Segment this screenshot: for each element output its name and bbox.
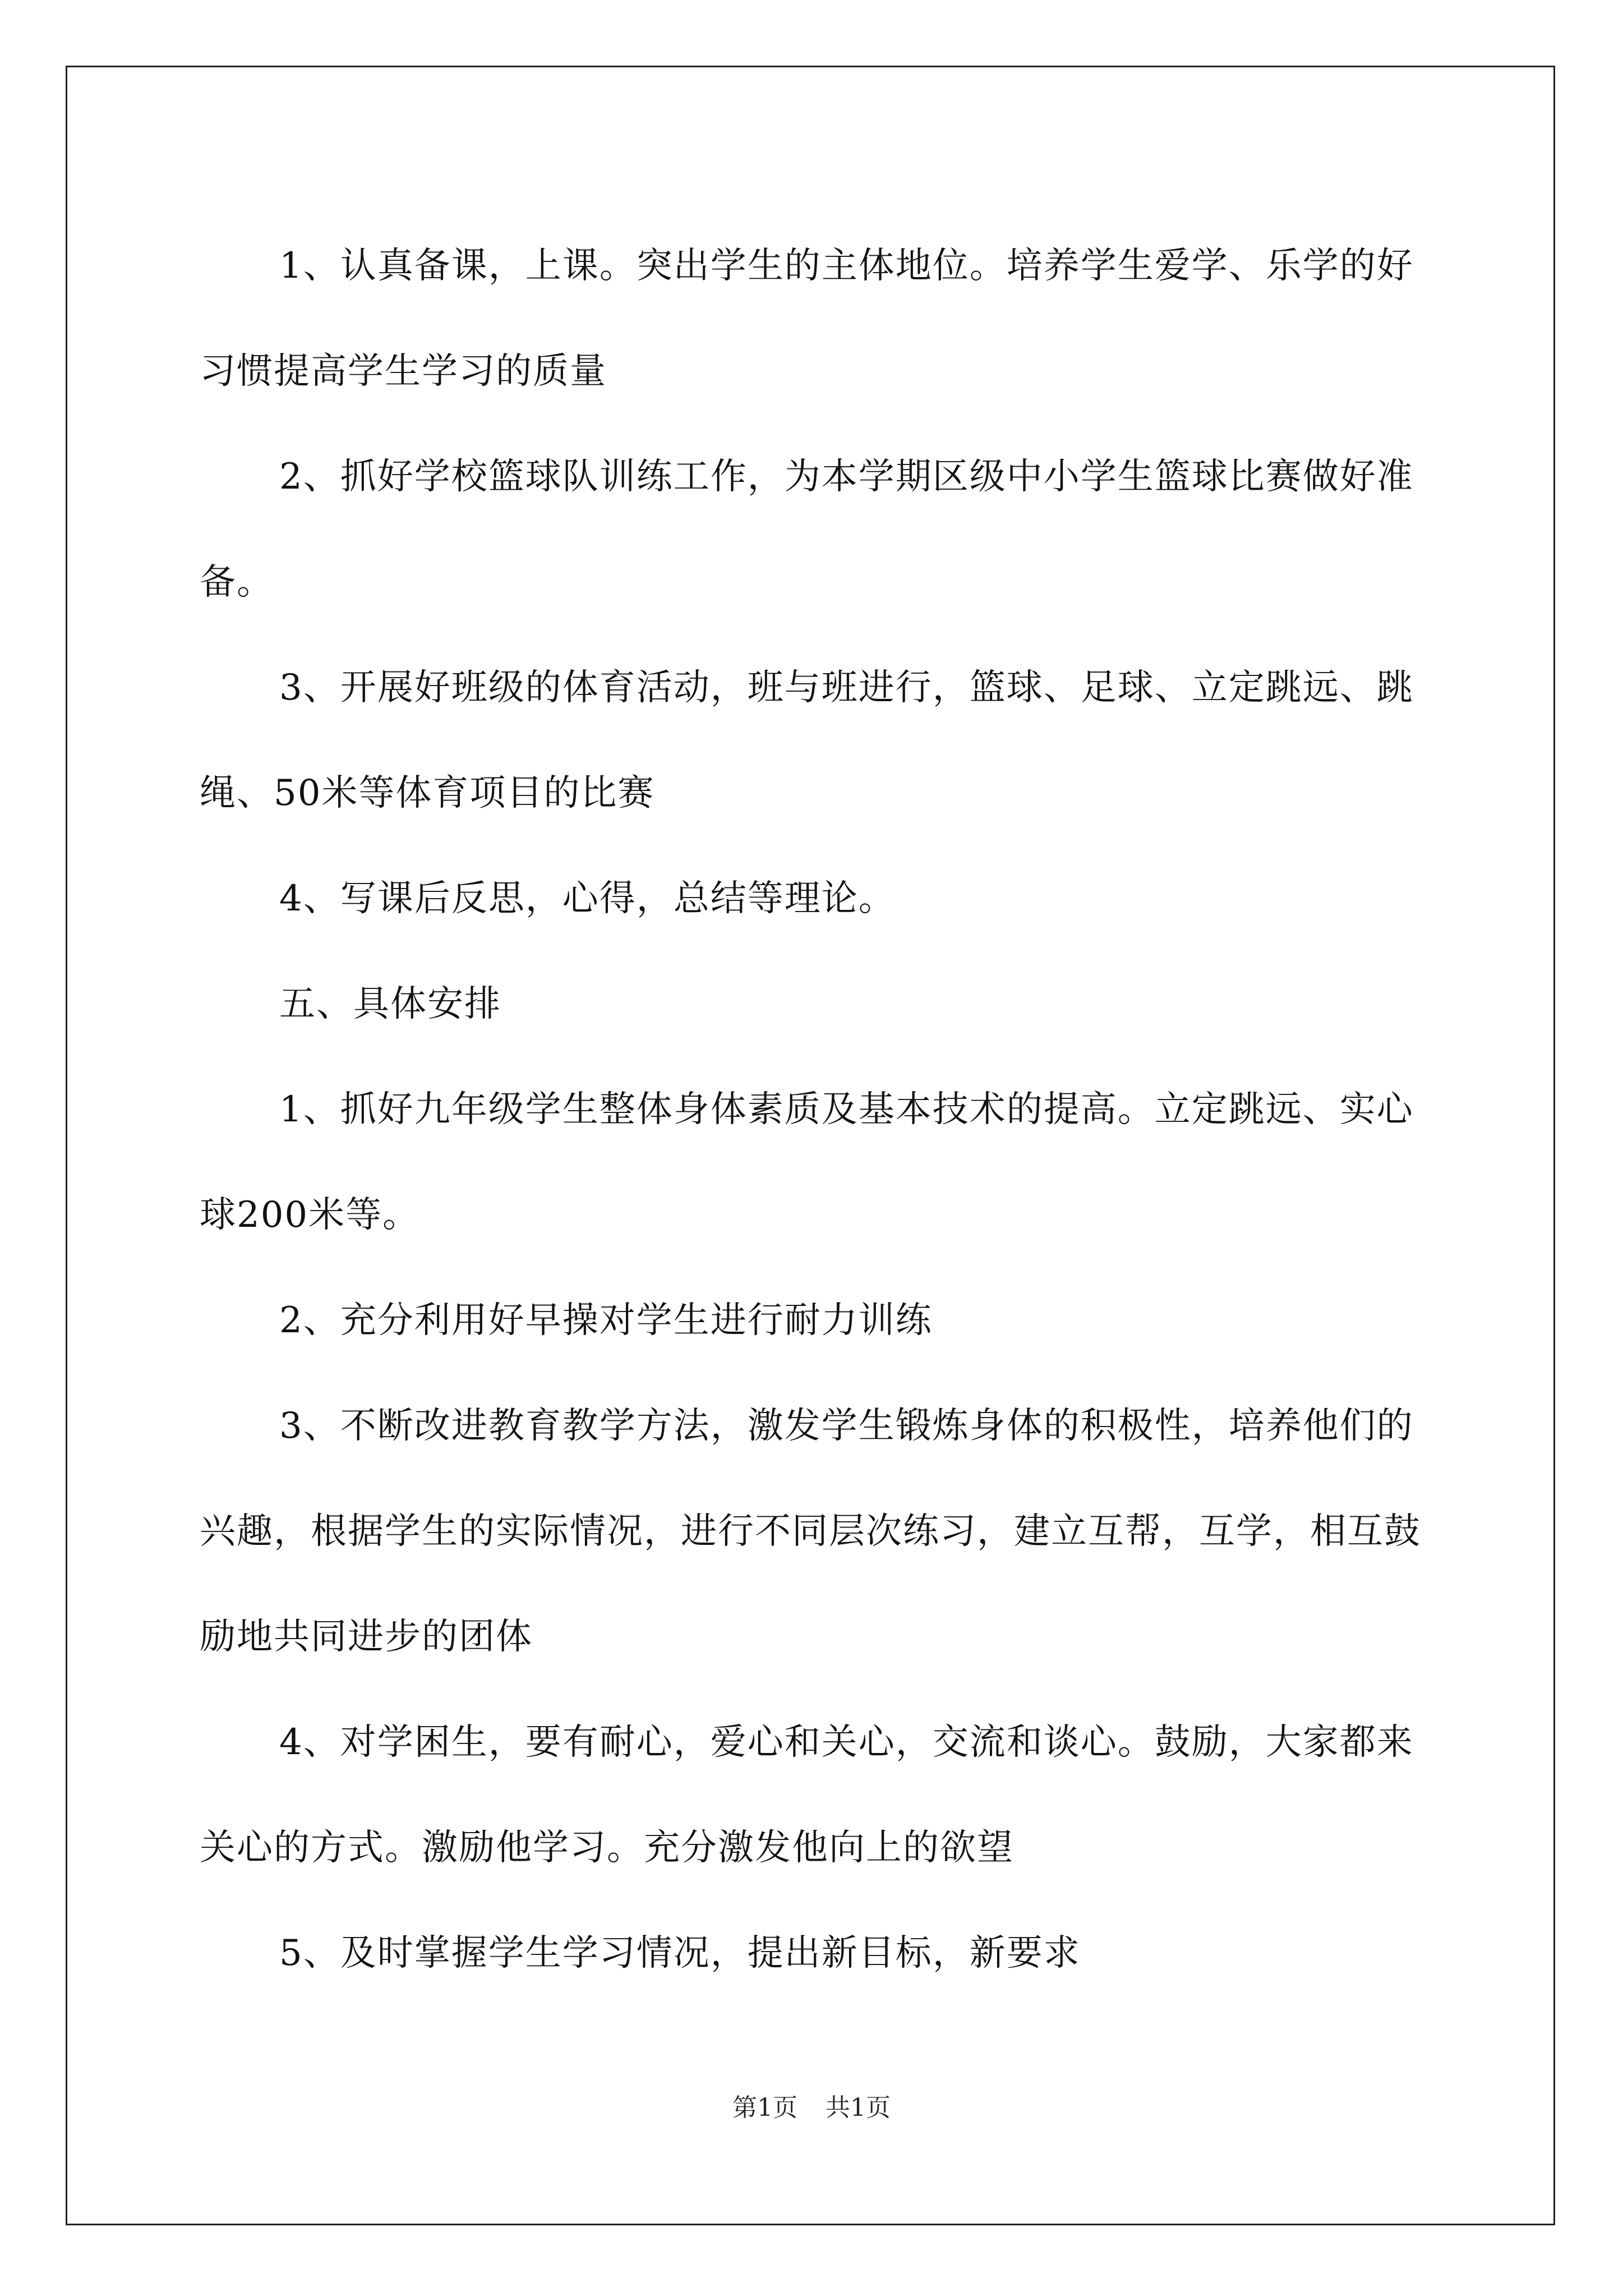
paragraph: 2、充分利用好早操对学生进行耐力训练 [279,1300,933,1341]
page-footer [0,2091,1623,2125]
page-count: 共1页 [826,2093,891,2122]
document-body [200,213,1433,2006]
paragraph: 5、及时掌握学生学习情况，提出新目标，新要求 [279,1932,1081,1974]
paragraph: 4、对学困生，要有耐心，爱心和关心，交流和谈心。鼓励，大家都来关心的方式。激励他学习。充分激发他向上的欲望 [200,1722,1414,1869]
paragraph: 3、开展好班级的体育活动，班与班进行，篮球、足球、立定跳远、跳绳、50米等体育项目的比赛 [200,667,1414,814]
paragraph: 3、不断改进教育教学方法，激发学生锻炼身体的积极性，培养他们的兴趣，根据学生的实际情况，进行不同层次练习，建立互帮，互学，相互鼓励地共同进步的团体 [200,1405,1421,1658]
paragraph: 1、认真备课，上课。突出学生的主体地位。培养学生爱学、乐学的好习惯提高学生学习的质量 [200,245,1414,392]
paragraph: 4、写课后反思，心得，总结等理论。 [279,878,896,919]
paragraph: 1、抓好九年级学生整体身体素质及基本技术的提高。立定跳远、实心球200米等。 [200,1089,1414,1236]
page-number: 第1页 [732,2093,797,2122]
section-heading: 五、具体安排 [279,983,501,1025]
paragraph: 2、抓好学校篮球队训练工作，为本学期区级中小学生篮球比赛做好准备。 [200,456,1414,603]
